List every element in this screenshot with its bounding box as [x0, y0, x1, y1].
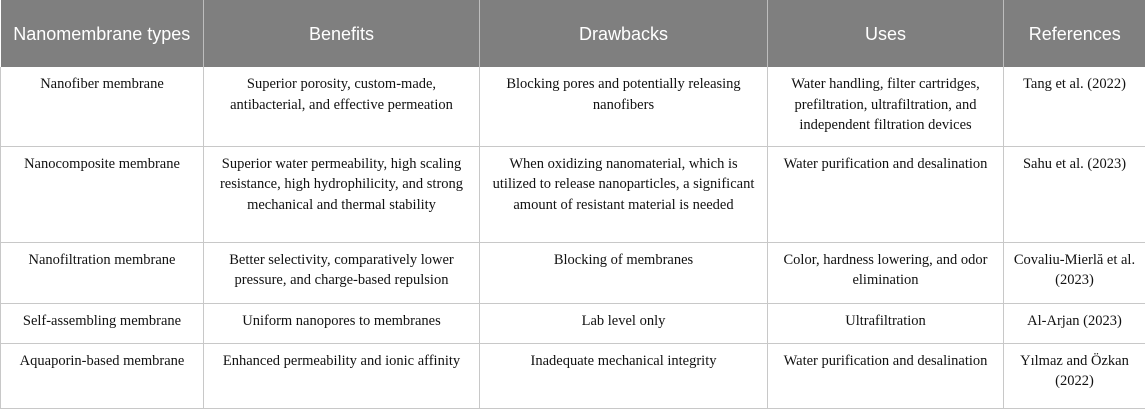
- cell-uses: Ultrafiltration: [768, 303, 1004, 343]
- cell-uses: Water handling, filter cartridges, prefiltration, ultrafiltration, and independent filtration devices: [768, 67, 1004, 146]
- cell-drawbacks: Lab level only: [480, 303, 768, 343]
- cell-type: Aquaporin-based membrane: [1, 343, 204, 408]
- cell-type: Self-assembling membrane: [1, 303, 204, 343]
- table-body: [1, 67, 1145, 408]
- cell-references: Yılmaz and Özkan (2022): [1004, 343, 1145, 408]
- cell-type: Nanofiber membrane: [1, 67, 204, 146]
- cell-uses: Water purification and desalination: [768, 343, 1004, 408]
- cell-references: Tang et al. (2022): [1004, 67, 1145, 146]
- cell-drawbacks: When oxidizing nanomaterial, which is utilized to release nanoparticles, a significant amount of resistant material is needed: [480, 146, 768, 242]
- cell-benefits: Uniform nanopores to membranes: [204, 303, 480, 343]
- cell-references: Covaliu-Mierlă et al. (2023): [1004, 242, 1145, 303]
- cell-drawbacks: Blocking pores and potentially releasing nanofibers: [480, 67, 768, 146]
- table-header: [1, 0, 1145, 67]
- cell-type: Nanofiltration membrane: [1, 242, 204, 303]
- table-row: [1, 343, 1145, 408]
- table-row: [1, 303, 1145, 343]
- cell-references: Al-Arjan (2023): [1004, 303, 1145, 343]
- cell-benefits: Better selectivity, comparatively lower pressure, and charge-based repulsion: [204, 242, 480, 303]
- table-row: [1, 146, 1145, 242]
- table-row: [1, 242, 1145, 303]
- cell-drawbacks: Inadequate mechanical integrity: [480, 343, 768, 408]
- cell-benefits: Superior porosity, custom-made, antibacterial, and effective permeation: [204, 67, 480, 146]
- header-nanomembrane-types: Nanomembrane types: [1, 0, 204, 67]
- table-row: [1, 67, 1145, 146]
- header-references: References: [1004, 0, 1145, 67]
- cell-type: Nanocomposite membrane: [1, 146, 204, 242]
- header-row: [1, 0, 1145, 67]
- cell-benefits: Enhanced permeability and ionic affinity: [204, 343, 480, 408]
- cell-drawbacks: Blocking of membranes: [480, 242, 768, 303]
- cell-uses: Color, hardness lowering, and odor elimination: [768, 242, 1004, 303]
- cell-references: Sahu et al. (2023): [1004, 146, 1145, 242]
- header-drawbacks: Drawbacks: [480, 0, 768, 67]
- header-uses: Uses: [768, 0, 1004, 67]
- cell-benefits: Superior water permeability, high scaling resistance, high hydrophilicity, and strong mechanical and thermal stability: [204, 146, 480, 242]
- cell-uses: Water purification and desalination: [768, 146, 1004, 242]
- header-benefits: Benefits: [204, 0, 480, 67]
